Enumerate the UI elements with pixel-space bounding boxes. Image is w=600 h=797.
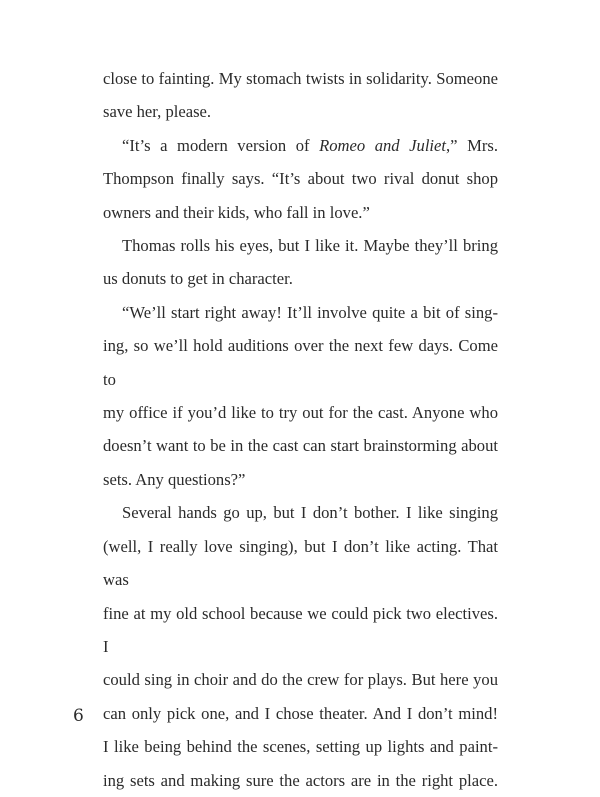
text-line: us donuts to get in character.	[103, 269, 293, 289]
text-line: Thomas rolls his eyes, but I like it. Maybe they’ll bring	[122, 236, 498, 256]
text-line: Thompson finally says. “It’s about two rival donut shop	[103, 169, 498, 189]
text-line: save her, please.	[103, 102, 212, 122]
paragraph-5	[103, 496, 498, 797]
book-title: Romeo and Juliet	[319, 135, 447, 155]
text-line: sets. Any questions?”	[103, 469, 246, 489]
paragraph-3	[103, 229, 498, 296]
paragraph-1	[103, 62, 498, 129]
paragraph-4	[103, 296, 498, 496]
text-line: doesn’t want to be in the cast can start brainstorming about	[103, 436, 498, 456]
text-line: fine at my old school because we could pick two electives. I	[103, 603, 498, 656]
text-line: (well, I really love singing), but I don’t like acting. That was	[103, 536, 498, 590]
text-line: I like being behind the scenes, setting up lights and paint-	[103, 737, 498, 757]
text-line: my office if you’d like to try out for the cast. Anyone who	[103, 403, 498, 423]
body-text	[103, 62, 498, 797]
text-line: owners and their kids, who fall in love.”	[103, 202, 370, 222]
paragraph-2	[103, 129, 498, 229]
text-line: could sing in choir and do the crew for plays. But here you	[103, 670, 498, 690]
text-line: ing, so we’ll hold auditions over the next few days. Come to	[103, 336, 498, 389]
text-line: Several hands go up, but I don’t bother. I like singing	[122, 503, 498, 523]
text-line: can only pick one, and I chose theater. And I don’t mind!	[103, 703, 498, 723]
page-number: 6	[73, 706, 84, 726]
text-line: close to fainting. My stomach twists in solidarity. Someone	[103, 69, 498, 88]
text-line: “It’s a modern version of Romeo and Juliet,” Mrs.	[122, 135, 498, 155]
text-line: ing sets and making sure the actors are in the right place.	[103, 770, 498, 790]
text-line: “We’ll start right away! It’ll involve quite a bit of sing-	[122, 302, 498, 322]
